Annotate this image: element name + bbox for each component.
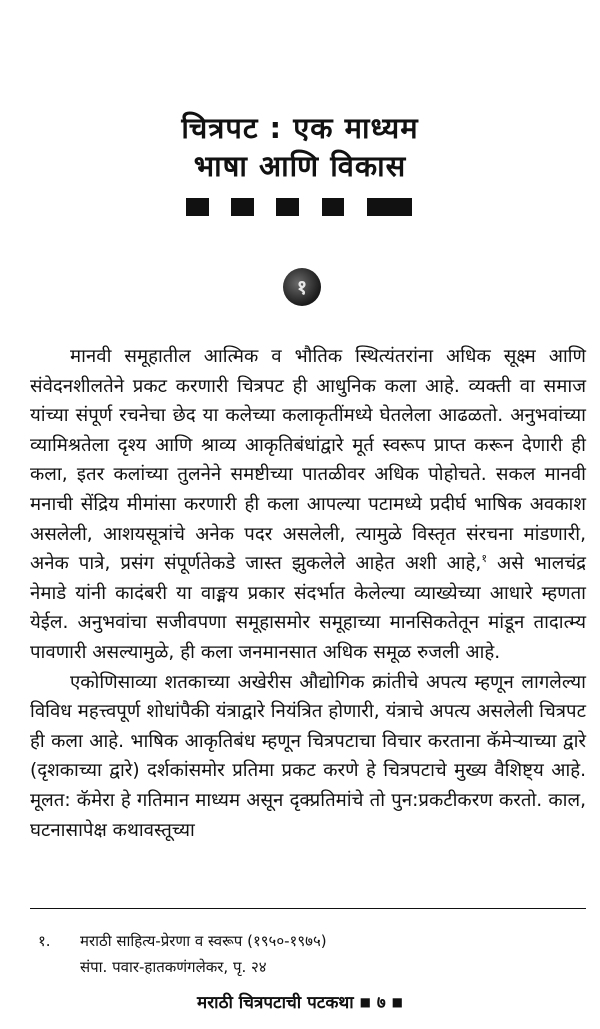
- footnote-line-1: [38, 928, 578, 954]
- checker-square: [344, 198, 367, 216]
- checker-square: [322, 198, 345, 216]
- chapter-number-badge: [283, 268, 321, 306]
- chapter-number: १: [296, 275, 308, 299]
- checker-square: [254, 198, 277, 216]
- footnote-divider: [30, 908, 586, 909]
- checker-square: [367, 198, 390, 216]
- footer-book-title: मराठी चित्रपटाची पटकथा: [197, 993, 354, 1013]
- chapter-title-line2: भाषा आणि विकास: [193, 149, 407, 183]
- checker-square: [276, 198, 299, 216]
- decorative-checker-bar: [186, 198, 412, 216]
- checker-square: [186, 198, 209, 216]
- checker-square: [299, 198, 322, 216]
- footnote-line-2: संपा. पवार-हातकणंगलेकर, पृ. २४: [80, 958, 267, 976]
- checker-square: [209, 198, 232, 216]
- chapter-title-line1: चित्रपट : एक माध्यम: [181, 111, 419, 145]
- paragraph-1-text-b: असे भालचंद्र नेमाडे यांनी कादंबरी या वाङ्मय प्रकार संदर्भात केलेल्या व्याख्येच्या आधारे म्हणता येईल. अनुभवांचा सजीवपणा समूहासमोर समूहाच्या मानसिकतेतून मांडून तादात्म्य पावणारी असल्यामुळे, ही कला जनमानसात अधिक समूळ रुजली आहे.: [30, 553, 586, 663]
- paragraph-1-text-a: मानवी समूहातील आत्मिक व भौतिक स्थित्यंतरांना अधिक सूक्ष्म आणि संवेदनशीलतेने प्रकट करणारी चित्रपट ही आधुनिक कला आहे. व्यक्ती वा समाज यांच्या संपूर्ण रचनेचा छेद या कलेच्या कलाकृतींमध्ये घेतलेला आढळतो. अनुभवांच्या व्यामिश्रतेला दृश्य आणि श्राव्य आकृतिबंधांद्वारे मूर्त स्वरूप प्राप्त करून देणारी ही कला, इतर कलांच्या तुलनेने समष्टीच्या पातळीवर अधिक पोहोचते. सकल मानवी मनाची सेंद्रिय मीमांसा करणारी ही कला आपल्या पटामध्ये प्रदीर्घ भाषिक अवकाश असलेली, आशयसूत्रांचे अनेक पदर असलेली, त्यामुळे विस्तृत संरचना मांडणारी, अनेक पात्रे, प्रसंग संपूर्णतेकडे जास्त झुकलेले आहेत अशी आहे,: [30, 346, 586, 575]
- footnote-number: १.: [38, 932, 51, 950]
- footnote-reference: १: [481, 551, 488, 565]
- paragraph-1: [30, 342, 586, 668]
- checker-square: [231, 198, 254, 216]
- body-text: [30, 342, 586, 845]
- footer-square-icon: ■: [359, 995, 371, 1009]
- footer-square-icon: ■: [391, 995, 403, 1009]
- checker-square: [389, 198, 412, 216]
- footnote: [38, 928, 578, 980]
- footnote-source: मराठी साहित्य-प्रेरणा व स्वरूप (१९५०-१९७५): [80, 932, 327, 950]
- running-footer: [0, 990, 600, 1015]
- paragraph-2: एकोणिसाव्या शतकाच्या अखेरीस औद्योगिक क्रांतीचे अपत्य म्हणून लागलेल्या विविध महत्त्वपूर्ण शोधांपैकी यंत्राद्वारे नियंत्रित होणारी, यंत्राचे अपत्य असलेली चित्रपट ही कला आहे. भाषिक आकृतिबंध म्हणून चित्रपटाचा विचार करताना कॅमेऱ्याच्या द्वारे (दृशकाच्या द्वारे) दर्शकांसमोर प्रतिमा प्रकट करणे हे चित्रपटाचे मुख्य वैशिष्ट्य आहे. मूलत: कॅमेरा हे गतिमान माध्यम असून दृक्प्रतिमांचे तो पुन:प्रकटीकरण करतो. काल, घटनासापेक्ष कथावस्तूच्या: [30, 671, 586, 841]
- page-number: ७: [376, 993, 386, 1013]
